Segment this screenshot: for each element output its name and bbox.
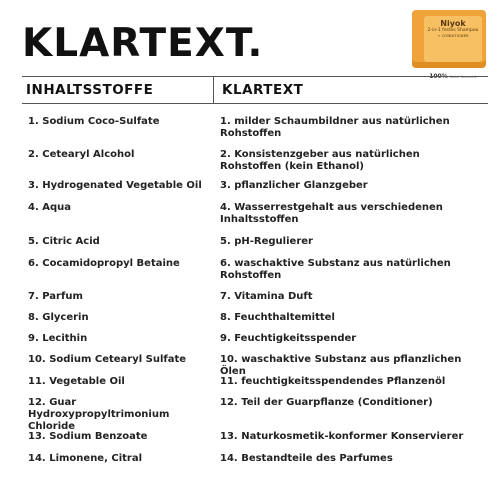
ingredient-cell: 2. Cetearyl Alcohol <box>28 149 135 160</box>
ingredient-cell: 6. Cocamidopropyl Betaine <box>28 258 180 269</box>
table-header <box>22 76 488 104</box>
ingredients-table <box>22 76 488 464</box>
meaning-cell: 3. pflanzlicher Glanzgeber <box>220 180 368 191</box>
ingredient-cell: 13. Sodium Benzoate <box>28 431 148 442</box>
badge-sub: Natur Kosmetik <box>449 75 477 79</box>
meaning-cell: 14. Bestandteile des Parfumes <box>220 453 393 464</box>
page-title: KLARTEXT. <box>22 21 264 66</box>
ingredient-cell: 8. Glycerin <box>28 312 89 323</box>
ingredient-cell: 12. Guar Hydroxypropyltrimonium Chloride <box>28 397 170 432</box>
meaning-cell: 13. Naturkosmetik-konformer Konservierer <box>220 431 464 442</box>
product-label <box>424 16 482 62</box>
ingredient-cell: 11. Vegetable Oil <box>28 376 125 387</box>
ingredient-cell: 10. Sodium Cetearyl Sulfate <box>28 354 187 365</box>
product-line-2: + CONDITIONER <box>437 32 469 38</box>
meaning-cell: 9. Feuchtigkeitsspender <box>220 333 357 344</box>
meaning-cell: 7. Vitamina Duft <box>220 291 313 302</box>
meaning-cell: 11. feuchtigkeitsspendendes Pflanzenöl <box>220 376 446 387</box>
ingredient-cell: 5. Citric Acid <box>28 236 100 247</box>
meaning-cell: 1. milder Schaumbildner aus natürlichen Rohstoffen <box>220 116 450 139</box>
badge-main: 100% <box>429 73 448 80</box>
meaning-cell: 4. Wasserrestgehalt aus verschiedenen Inhaltsstoffen <box>220 202 443 225</box>
ingredient-cell: 4. Aqua <box>28 202 72 213</box>
ingredient-cell: 1. Sodium Coco-Sulfate <box>28 116 160 127</box>
product-line-1: 2-in-1 festes Shampoo <box>427 28 479 33</box>
meaning-cell: 2. Konsistenzgeber aus natürlichen Rohstoffen (kein Ethanol) <box>220 149 420 172</box>
meaning-cell: 8. Feuchthaltemittel <box>220 312 335 323</box>
ingredient-cell: 14. Limonene, Citral <box>28 453 143 464</box>
header-ingredients: INHALTSSTOFFE <box>26 82 154 98</box>
meaning-cell: 6. waschaktive Substanz aus natürlichen Rohstoffen <box>220 258 451 281</box>
ingredient-cell: 9. Lecithin <box>28 333 88 344</box>
header-divider <box>213 77 214 103</box>
product-brand: Niyok <box>440 19 466 28</box>
product-box <box>412 10 486 68</box>
ingredient-cell: 7. Parfum <box>28 291 83 302</box>
header-klartext: KLARTEXT <box>222 82 304 98</box>
ingredient-cell: 3. Hydrogenated Vegetable Oil <box>28 180 202 191</box>
meaning-cell: 5. pH-Regulierer <box>220 236 313 247</box>
meaning-cell: 12. Teil der Guarpflanze (Conditioner) <box>220 397 433 408</box>
meaning-cell: 10. waschaktive Substanz aus pflanzlichen Ölen <box>220 354 462 377</box>
